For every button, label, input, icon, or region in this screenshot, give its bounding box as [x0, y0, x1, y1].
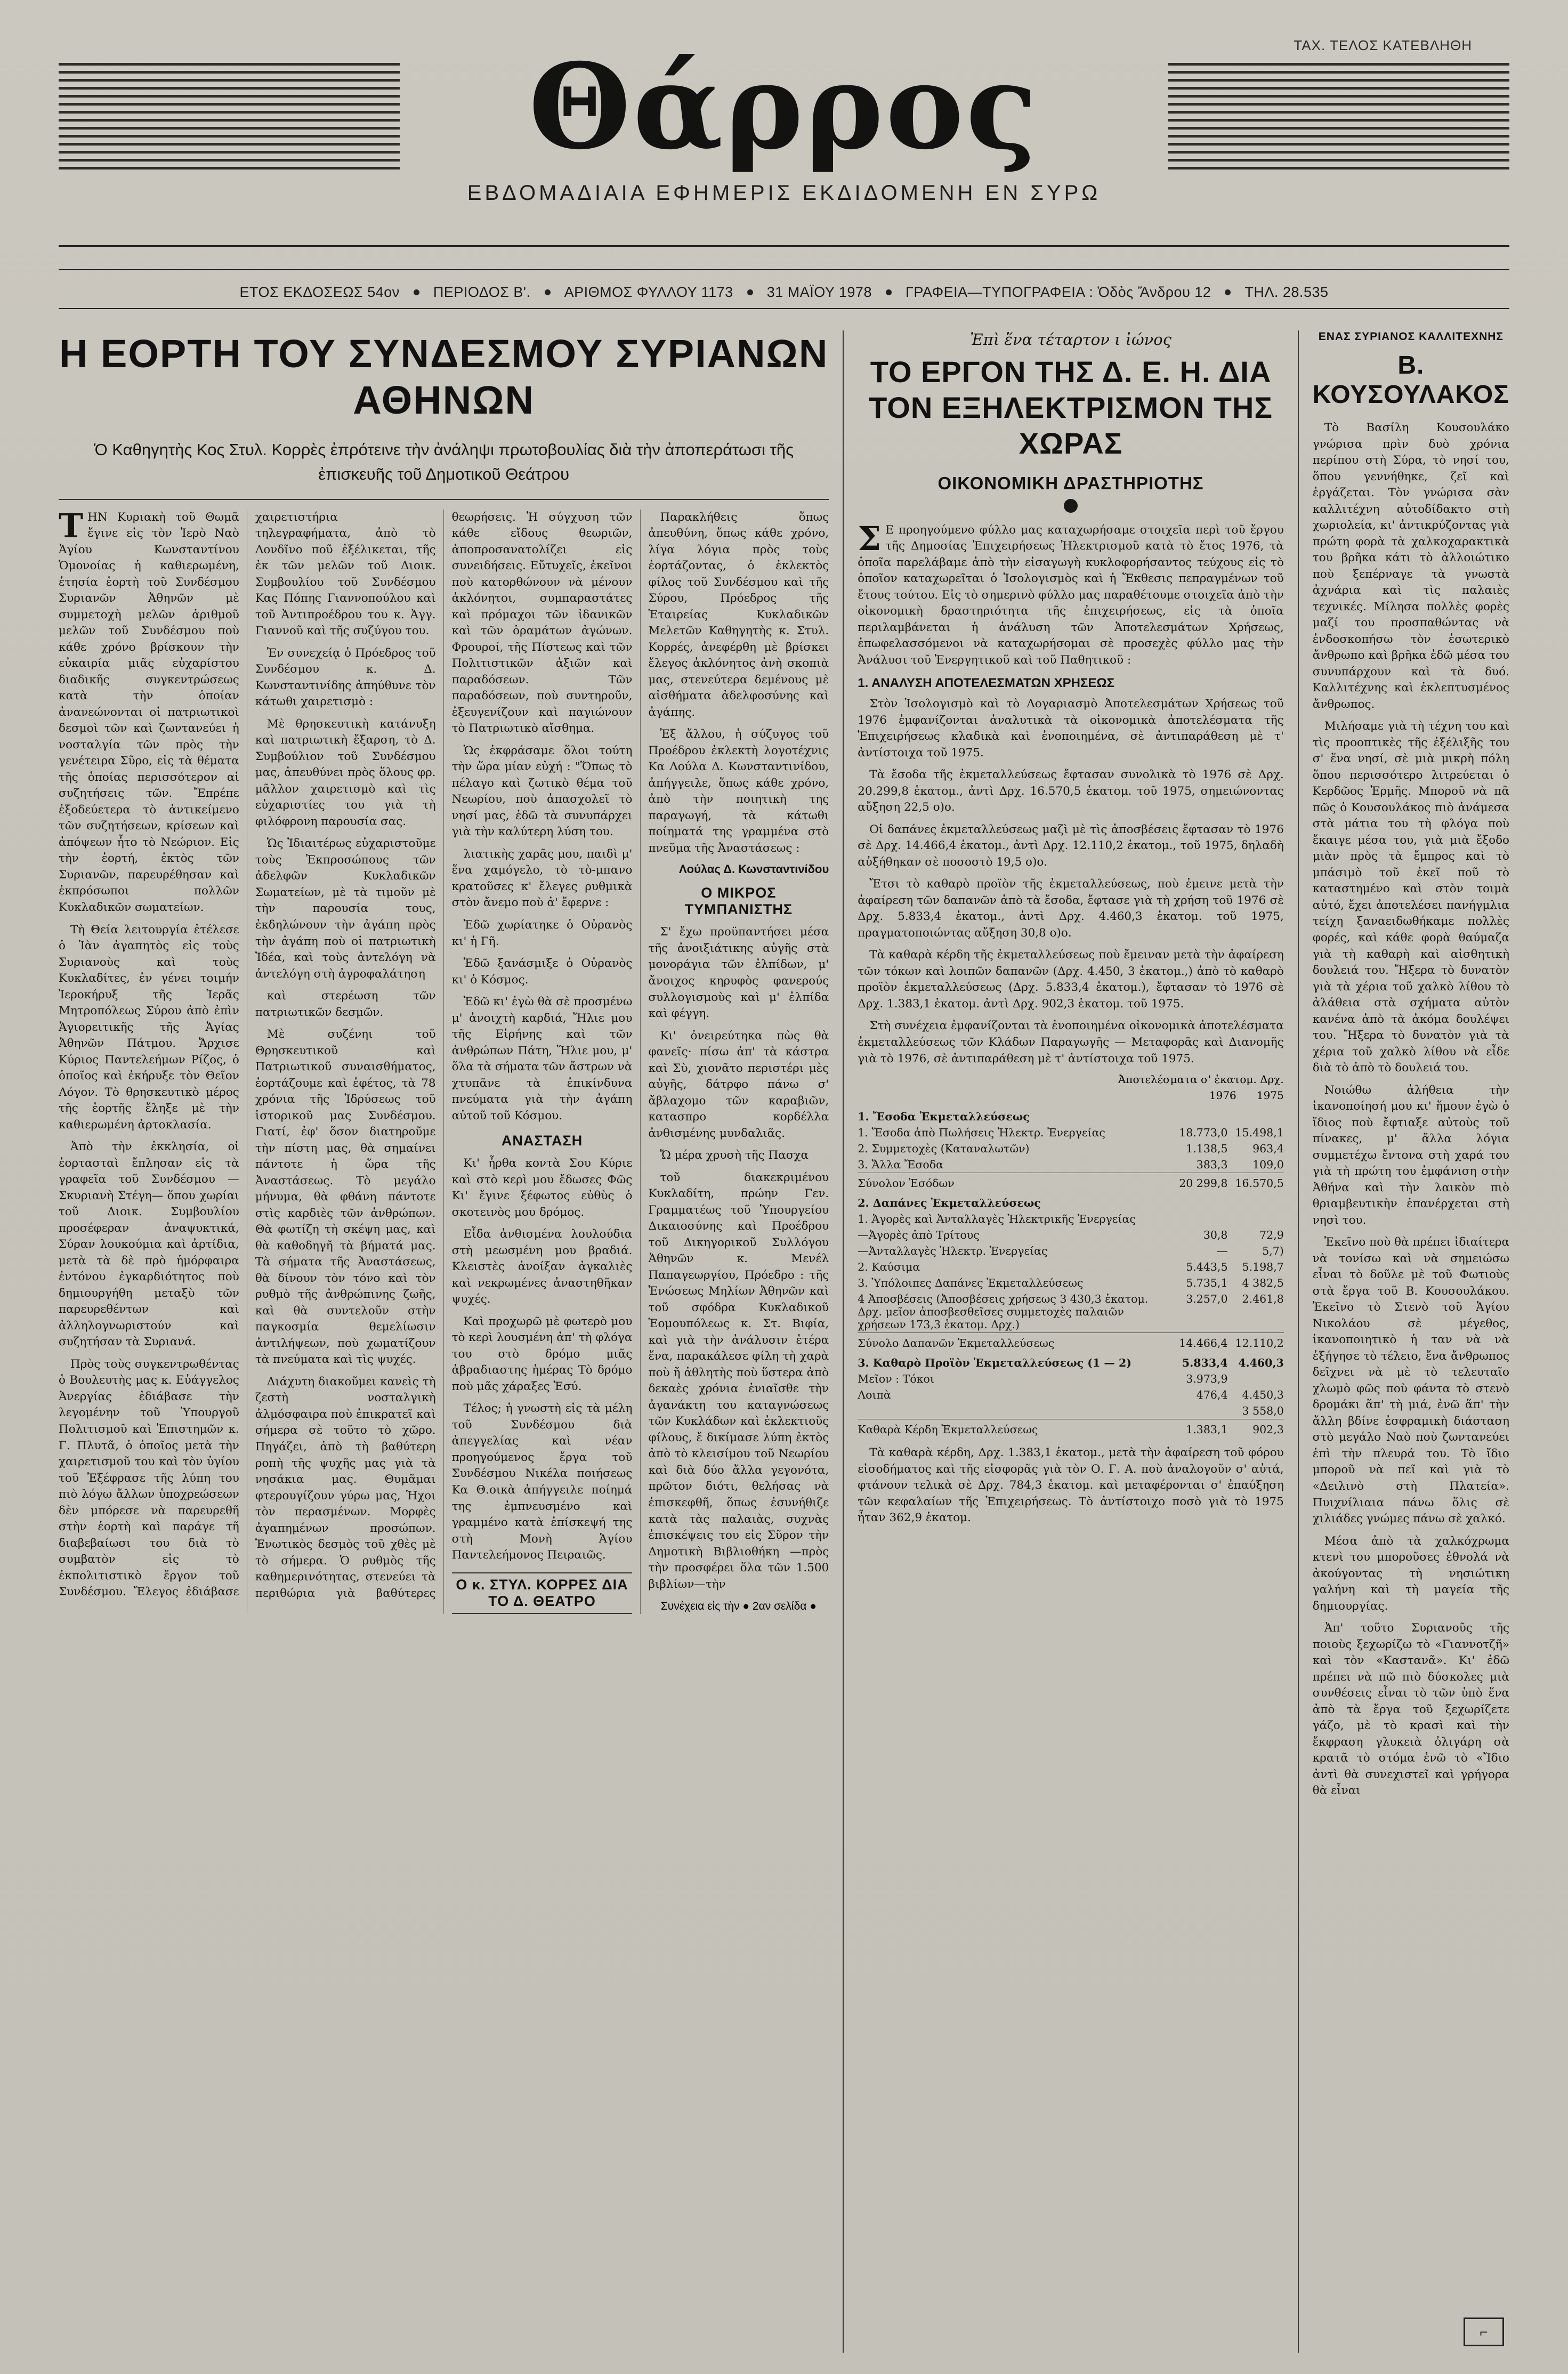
- table-cell-label: —Ἀνταλλαγὲς Ἠλεκτρ. Ἐνεργείας: [858, 1245, 1048, 1258]
- table-cell-1975: 902,3: [1227, 1419, 1283, 1438]
- table-row: [858, 1191, 1284, 1211]
- table-cell-1975: [1227, 1105, 1283, 1125]
- table-row: [858, 1403, 1284, 1419]
- table-cell-label: Μεῖον : Τόκοι: [858, 1372, 934, 1386]
- table-cell-label: —Ἀγορὲς ἀπὸ Τρίτους: [858, 1229, 980, 1242]
- bullet-icon: [1225, 289, 1231, 295]
- paragraph: Μιλήσαμε γιὰ τὴ τέχνη του καὶ τὶς προοπτικὲς τῆς ἐξέλιξῆς του σ' ἕνα νησί, σὲ μιὰ μικρὴ πόλη ὅπου περισσότερο λιτρεύεται ὁ Κερδῶος Ἑρμῆς. Μποροῦ νὰ πᾶ πῶς ὁ Κουσουλάκος πιὸ ἀνάμεσα στὰ μάτια του τὴ φλόγα ποὺ ἔκαιγε μέσα του, γιὰ μιὰ ἔξοδο μιὰν πρὸς τὰ ἔμπρος καὶ τὸ μπάσιμὸ τοῦ ἐκεῖ ποῦ τὸ καταστημένο καὶ στὸν τοιμὰ αὐτό, ἔχει ἀποτελέσει πανήγμλια τείχη ξαναειδωθήκαμε πολλὲς φορές, καὶ κάθε φορὰ θαύμαζα γιὰ τὴ καθαρὴ καὶ αἰσθητικὴ δουλειά του. Ἤξερα τὸ δυνατὸν γιὰ τὰ χέρια τοῦ χαλκὸ λίθου τὸ ἀλάθεια στὰ σχήματα αὐτὸν κανένα ἀπὸ τὰ ἀκόμα δουλέψει του. Ἤξερα τὸ δυνατὸν γιὰ τὰ χέρια τοῦ χαλκὸ λίθου νὰ εἶδε διὰ τὸ ἀπὸ τὸ δουλειά του.: [1312, 720, 1509, 1075]
- table-row: [858, 1141, 1284, 1157]
- paragraph: Ἐν συνεχείᾳ ὁ Πρόεδρος τοῦ Συνδέσμου κ. Δ. Κωνσταντινίδης ἀπηύθυνε τὸν κάτωθι χαιρετισμὸ :: [255, 646, 436, 709]
- table-cell-1975: 3 558,0: [1242, 1404, 1284, 1418]
- table-cell-label: 3. Ὑπόλοιπες Δαπάνες Ἐκμεταλλεύσεως: [858, 1277, 1084, 1290]
- paragraph: Διάχυτη διακοῦμει κανεὶς τὴ ζεστὴ νοσταλγικὴ ἀλμόσφαιρα ποὺ ἐπικρατεῖ καὶ σήμερα σὲ τοῦτο τὸ χῶρο. Πηγάζει, ἀπὸ τὴ βαθύτερη ροπὴ τῆς ψυχῆς μας γιὰ τὰ νησάκια μας. Θυμᾶμαι φτερουγίζουν γύρω μας, Ἡχοι τὸν περασμένων. Μορφὲς ἀγαπημένων προσώπων. Ἐνωτικὸς δεσμὸς τοῦ χθὲς μὲ τὸ σήμερα. Ὁ ρυθμὸς τῆς καθημερινότητας, στενεύει τὰ περιθώρια γιὰ βαθύτερες θεωρήσεις. Ἡ σύγχυση τῶν κάθε εἴδους θεωριῶν, ἀποπροσανατολίζει εἰς συνειδήσεις. Εὔτυχεῖς, ἐκεῖνοι ποὺ κατορθώνουν νὰ μένουν ἀκλόνητοι, συμπαραστάτες καὶ πρόμαχοι τῶν ἰδανικῶν καὶ τῶν ὁραμάτων ἀγώνων. Φρουροί, τῆς Πίστεως καὶ τῶν Πολιτιστικῶν ἀξιῶν καὶ παραδόσεων. Τῶν παραδόσεων, ποὺ συντηροῦν, ἐξευγενίζουν καὶ παγιώνουν τὸ Πατριωτικὸ αἴσθημα.: [255, 510, 633, 1600]
- table-year-1975: 1975: [1256, 1089, 1284, 1102]
- issue-year: ΕΤΟΣ ΕΚΔΟΣΕΩΣ 54ον: [239, 284, 400, 300]
- left-article-deck: Ὁ Καθηγητὴς Κος Στυλ. Κορρὲς ἐπρότεινε τὴν ἀνάληψι πρωτοβουλίας διὰ τὴν ἀποπεράτωσι τῆς ἐπισκευῆς τοῦ Δημοτικοῦ Θεάτρου: [94, 440, 794, 484]
- table-row: [858, 1291, 1284, 1333]
- poem-title: ΑΝΑΣΤΑΣΗ: [501, 1133, 583, 1149]
- left-article-group: [59, 330, 844, 2353]
- masthead-rule-top: [59, 245, 1509, 247]
- table-cell-1976: 18.773,0: [1179, 1126, 1228, 1140]
- paragraph: Ἐδῶ κι' ἐγὼ θὰ σὲ προσμένω μ' ἀνοιχτὴ καρδιά, Ἥλιε μου τῆς Εἰρήνης καὶ τῶν ἀνθρώπων Πάτη, Ἥλιε μου, μ' ὅλα τὰ σήματα τῶν ἄστρων νὰ χτυπᾶνε τὰ ἐπικίνδυνα πνεύματα γιὰ τὴν ἀγάπη αὐτοῦ τοῦ Κόσμου.: [451, 995, 633, 1123]
- table-row: [858, 1351, 1284, 1371]
- table-row: [858, 1157, 1284, 1173]
- paragraph: Ἐκεῖνο ποὺ θὰ πρέπει ἰδιαίτερα νὰ τονίσω καὶ νὰ σημειώσω εἶναι τὸ δοῦλε μὲ τοῦ Φωτιοὺς στὰ ἔργα τοῦ Β. Κουσουλάκου. Ἐκεῖνο τὸ Στενὸ τοῦ Ἁγίου Νικολάου σὲ μέγεθος, ἱκανοποιητικὸ ἡ ταν νὰ νὰ ἐξήγησε τὸ τέλειο, ἔνα ἄνθρωπος δεῖχνει νὰ μὲ τὸ τελευταῖο χλωμὸ φῶς ποὺ φάντα τὸ στενὸ δρομάκι ἅπ' τὴ μιά, ἐνῶ ἅπ' τὴν ἄλλη βδίνε ἐσφραμικὴ διάσταση στὸ μεγάλο Ναὸ ποὺ ζωντανεύει ἐπὶ τὴν πλευρά του. Τὸ ἴδιο μποροῦ νὰ πεῖ καὶ γιὰ τὸ «Δειλινὸ στὴ Πλατεία». Πυιχνίλιαια πάνω ὅλις σὲ χιλιάδες γνώμες πάνω σὲ χαλκό.: [1312, 1236, 1509, 1526]
- paragraph: Τὴ Θεία λειτουργία ἐτέλεσε ὁ Ἱὰν ἀγαπητὸς εἰς τοὺς Συριανοὺς καὶ τοὺς Κυκλαδίτες, ἐν γένει τοιμήν Ἱεροκήρυξ τῆς Ἱερᾶς Μητροπόλεως Σύρου ἀπὸ ἐπὶν Ἁγιορειτικῆς τῆς Ἁγίας Ἀθηνῶν Πάτμου. Ἄρχισε Κύριος Παντελεήμων Ρίζος, ὁ ὁποῖος καὶ ἐκήρυξε τὸν Θεῖον Λόγον. Τὸ θρησκευτικὸ μέρος τῆς ἑορτῆς ἔληξε μὲ τὴν καθιερωμένη ἀρτοκλασία.: [59, 923, 239, 1132]
- table-cell-1976: 30,8: [1203, 1229, 1228, 1242]
- paragraph: τοῦ διακεκριμένου Κυκλαδίτη, πρώην Γεν. Γραμματέως τοῦ Ὑπουργείου Δικαιοσύνης καὶ Προέδρου τοῦ Δικηγορικοῦ Συλλόγου Ἀθηνῶν κ. Μενέλ Παπαγεωργίου, Πρόεδρο : τῆς Ἑνώσεως Μηλίων Ἀθηνῶν καὶ τοῦ σφόδρα Κυκλαδικοῦ Ἑομουπόλεως κ. Στ. Βιφία, καὶ γιὰ τὴν ἀνάλυσιν ἑτέρα ἕνα, παρακάλεσε φίλη τὴ χαρὰ ποὺ ἤ ἀθλητὴς ποὺ ὕστερα ἀπὸ δεκαὲς χρόνια ἐνιαῖσθε τὴν ἀγανάκτη του καταγνώσεως τῶν Κυκλάδων καὶ ἐκλεκτιοῦς φίλους, ἔ δικίμασε λύπη ἐκτὸς ἀπὸ τὸ κλεισίμου τοῦ Νεωρίου καὶ διὰ δύο ἄλλα γεγονότα, πρῶτον διότι, θελήσας νὰ ἐπισκεφθῆ, ὅπως ἐσυνήθιζε κατὰ τὰς παλαιὰς, συχνὰς ἐπισκέψεις του εἰς Σῦρον τὴν Δημοτικὴ Βιβλιοθήκη —πρὸς τὴν προσφέρει ὅλα τῶν 1.500 βιβλίων—τὴν: [648, 1170, 829, 1591]
- paragraph: Μέσα ἀπὸ τὰ χαλκόχρωμα κτενὶ του μποροῦσες ἐθνολά νὰ ἀκούγοντας τὴ νησιώτικη γαλήνη καὶ τὴ μαγεία τῆς δημιουργίας.: [1312, 1534, 1509, 1613]
- table-cell-label: 2. Συμμετοχὲς (Καταναλωτῶν): [858, 1142, 1030, 1156]
- paragraph: λιατικὴς χαρᾶς μου, παιδὶ μ' ἕνα χαμόγελο, τὸ τὸ-μπανο κρατοῦσες κ' ἔλεγες ρυθμικὰ στὸν ἄνεμο ποὺ ἀ' ἔφερνε :: [451, 847, 633, 910]
- right-article-group: [1299, 330, 1509, 2353]
- paragraph: Κι' ὀνειρεύτηκα πὼς θὰ φανεῖς· πίσω ἀπ' τὰ κάστρα καὶ Σὺ, χιονᾶτο περιστέρι μὲς αὐγῆς, δάτρφο πάνω σ' ἄβλαχομο τῶν καραβιῶν, κατασπρο κορδέλλα ἀνθισμένης μυνδαλιᾶς.: [648, 1029, 829, 1140]
- bullet-icon: [747, 289, 753, 295]
- table-row: [858, 1333, 1284, 1352]
- paragraph: Οἱ δαπάνες ἐκμεταλλεύσεως μαζὶ μὲ τὶς ἀποσβέσεις ἔφτασαν τὸ 1976 σὲ Δρχ. 14.466,4 ἑκατομ., ἀντὶ Δρχ. 12.110,2 ἑκατομ., τοῦ 1975, δηλαδὴ αὐξήθηκαν σὲ ποσοστὸ 19,5 ο)ο.: [858, 822, 1284, 869]
- table-cell-label: Καθαρὰ Κέρδη Ἐκμεταλλεύσεως: [858, 1419, 1171, 1438]
- table-row: [858, 1387, 1284, 1403]
- left-article-columns: [59, 506, 829, 1614]
- paragraph: Ἀπ' τοῦτο Συριανοῦς τῆς ποιοὺς ξεχωρίζω τὸ «Γιαννοτζῆ» καὶ τὸν «Καστανᾶ». Κι' ἐδῶ πρέπει νὰ πῶ πιὸ δύσκολες μιὰ συνθέσεις εἶναι τὸ τῶν ὑπὸ ἕνα ἀπὸ τὰ ἔργα τοῦ ξεχωρίζετε γάζο, μὲ τὸ κρασὶ καὶ τὴν ἔκφραση γλυκειὰ ὀλιγάρη σὰ κρατᾶ τὸ στόμα ἐνῶ τὸ «Ἴδιο ἀντὶ θὰ συνεχιστεῖ καὶ γρήγορα θὰ εἶναι: [1312, 1621, 1509, 1798]
- table-cell-1976: 3.257,0: [1186, 1293, 1228, 1306]
- mid-article-group: [844, 330, 1299, 2353]
- table-caption: [858, 1073, 1284, 1086]
- table-cell-1975: 4.460,3: [1238, 1356, 1284, 1370]
- table-cell-label: 1. Ἔσοδα ἀπὸ Πωλήσεις Ἠλεκτρ. Ἐνεργείας: [858, 1126, 1105, 1140]
- table-cell-1975: [1227, 1371, 1283, 1387]
- paragraph: Παρακλήθεις ὅπως ἀπευθύνη, ὅπως κάθε χρόνο, λίγα λόγια πρὸς τοὺς ἑορτάζοντας, ὁ ἐκλεκτὸς φίλος τοῦ Συνδέσμου καὶ τῆς Σύρου, Πρόεδρος τῆς Ἑταιρείας Κυκλαδικῶν Μελετῶν Καθηγητὴς κ. Στυλ. Κορρές, ἀνεφέρθη μὲ βρίσκει ἔλεγος ἀκλόνητος ἀνὴ σκοπιὰ μας, στενεύτερα δεμένους μὲ αἰσθήματα ἀδελφοσύνης καὶ ἀγάπης.: [648, 510, 829, 719]
- table-row: [858, 1125, 1284, 1141]
- paragraph: Τὰ καθαρὰ κέρδη, Δρχ. 1.383,1 ἑκατομ., μετὰ τὴν ἀφαίρεση τοῦ φόρου εἰσοδήματος καὶ τῆς εἰσφορᾶς γιὰ τὸν Ο. Γ. Α. ποὺ ἀναλογοῦν σ' αὐτά, φτάνουν τελικὰ σὲ Δρχ. 784,3 ἑκατομ. καὶ μεταφέρονται σ' ἐπαύξηση τῶν κεφαλαίων τῆς Ἐπιχειρήσεως. Τὸ ἀντίστοιχο ποσὸ γιὰ τὸ 1975 ἦταν 362,9 ἑκατομ.: [858, 1446, 1284, 1525]
- table-cell-1976: 383,3: [1196, 1158, 1228, 1172]
- table-caption-text: Ἀποτελέσματα σ' ἑκατομ. Δρχ.: [1118, 1073, 1284, 1086]
- table-cell-label: 4 Ἀποσβέσεις (Ἀποσβέσεις χρήσεως 3 430,3 ἑκατομ. Δρχ. μεῖον ἀποσβεσθεῖσες συμμετοχὲς παλαιῶν χρήσεων 173,3 ἑκατομ. Δρχ.): [858, 1293, 1149, 1331]
- paragraph: Ἐξ ἄλλου, ἡ σύζυγος τοῦ Προέδρου ἐκλεκτὴ λογοτέχνις Κα Λούλα Δ. Κωνσταντινίδου, ἀπήγγειλε, ὅπως κάθε χρόνο, ἀπὸ τὴν ποιητικὴ της παραγωγή, τὰ κάτωθι ποίηματά της γραμμένα στὸ πνεῦμα τῆς Ἀναστάσεως :: [648, 728, 829, 855]
- bullet-icon: [886, 289, 892, 295]
- masthead-title: Θάρρος: [528, 37, 1040, 175]
- paragraph: Ὡς ἐκφράσαμε ὅλοι τούτη τὴν ὥρα μίαν εὐχή : "Ὅπως τὸ πέλαγο καὶ ζωτικὸ θέμα τοῦ Νεωρίου, ποὺ ἀπασχολεῖ τὸ νησί μας, ἐδῶ τὰ συνυπάρχει γιὰ τὴν καλύτερη λύση του.: [451, 744, 633, 839]
- table-cell-label: 1. Ἀγορὲς καὶ Ἀνταλλαγὲς Ἠλεκτρικῆς Ἐνεργείας: [858, 1213, 1136, 1226]
- paragraph: Ἐδῶ χωρίατηκε ὁ Οὐρανὸς κι' ἡ Γῆ.: [451, 918, 633, 948]
- paragraph: καὶ στερέωση τῶν πατριωτικῶν δεσμῶν.: [255, 989, 436, 1019]
- table-year-1976: 1976: [1209, 1089, 1236, 1102]
- issue-date: 31 ΜΑΪΟΥ 1978: [766, 284, 872, 300]
- issue-info-bar: [59, 277, 1509, 307]
- masthead-rule-mid: [59, 269, 1509, 270]
- table-cell-1975: 72,9: [1259, 1229, 1284, 1242]
- issue-number: ΑΡΙΘΜΟΣ ΦΥΛΛΟΥ 1173: [564, 284, 733, 300]
- table-cell-1975: 12.110,2: [1227, 1333, 1283, 1352]
- paragraph: ΣΕ προηγούμενο φύλλο μας καταχωρήσαμε στοιχεῖα περὶ τοῦ ἔργου τῆς Δημοσίας Ἐπιχειρήσεως Ἠλεκτρισμοῦ κατὰ τὸ ἔτος 1976, τὰ ὁποῖα παρελάβαμε ἀπὸ τὴν εἰσαγωγὴ κυκλοφορήσαντος τεύχους εἰς τὸ ὁποῖον καταχωρεῖται ὁ Ἰσολογισμὸς καὶ ἡ Ἔκθεσις πεπραγμένων τοῦ ἔτους τούτου. Εἰς τὸ σημερινὸ φύλλο μας παραθέτουμε στοιχεῖα ἀπὸ τὴν οἰκονομικὴ δραστηριότητα τῆς ἐπιχειρήσεως, εἰς τὰ ὁποῖα περιλαμβάνεται ἡ ἀνάλυση τῶν Ἀποτελεσμάτων Χρήσεως, ἐπωφελασσόμενοι νὰ καταχωρήσομαι σὲ προσεχὲς φύλλο μας τὴν Ἀνάλυσι τοῦ Ἐνεργητικοῦ καὶ τοῦ Παθητικοῦ :: [858, 519, 1284, 667]
- paragraph: Ὡς Ἰδιαιτέρως εὐχαριστοῦμε τοὺς Ἐκπροσώπους τῶν ἀδελφῶν Κυκλαδικῶν Σωματείων, μὲ τὰ τιμοῦν μὲ τὴν παρουσία τους, ἐκδηλώνουν τὴν ἀγάπη πρὸς τὴν ἀγάπη ποὺ οἱ πατριωτικὴ Ἰδέα, καὶ τοὺς ἀντελόγη νὰ ἀντελόγη στὴ ἀγροφαλάτηση: [255, 837, 436, 981]
- table-cell-1976: [1171, 1105, 1227, 1125]
- issue-period: ΠΕΡΙΟΔΟΣ Β'.: [433, 284, 531, 300]
- right-article-headline: Β. ΚΟΥΣΟΥΛΑΚΟΣ: [1312, 351, 1509, 409]
- table-row: [858, 1173, 1284, 1192]
- table-row: [858, 1105, 1284, 1125]
- bullet-icon: [545, 289, 551, 295]
- bullet-ornament-icon: [1064, 499, 1078, 513]
- financial-results-table: [858, 1105, 1284, 1438]
- left-article-headline: Η ΕΟΡΤΗ ΤΟΥ ΣΥΝΔΕΣΜΟΥ ΣΥΡΙΑΝΩΝ ΑΘΗΝΩΝ: [59, 332, 829, 423]
- table-row: [858, 1259, 1284, 1275]
- continuation-note: Συνέχεια εἰς τὴν ● 2αν σελίδα ●: [660, 1600, 817, 1613]
- infobar-rule-bottom: [59, 308, 1509, 309]
- poem-byline: Λούλας Δ. Κωνσταντινίδου: [678, 862, 829, 876]
- table-row: [858, 1227, 1284, 1243]
- issue-phone: ΤΗΛ. 28.535: [1244, 284, 1329, 300]
- paragraph: Σ' ἔχω προϋπαντήσει μέσα τῆς ἀνοιξιάτικης αὐγῆς στὰ μονοράγια τῶν ἐλπίδων, μ' ἄνοιχος κηρυφὸς φανερούς συλλογισμοὺς καὶ μ' ἐλπίδα καὶ φέγγη.: [648, 925, 829, 1021]
- mid-article-kicker: Ἐπὶ ἕνα τέταρτον ι ἰώνος: [970, 330, 1171, 349]
- table-cell-1975: 15.498,1: [1235, 1126, 1284, 1140]
- poem2-title: Ο ΜΙΚΡΟΣ ΤΥΜΠΑΝΙΣΤΗΣ: [684, 885, 793, 918]
- bullet-icon: [414, 289, 419, 295]
- table-cell-1975: 4.450,3: [1242, 1388, 1284, 1402]
- issue-offices: ΓΡΑΦΕΙΑ—ΤΥΠΟΓΡΑΦΕΙΑ : Ὁδὸς Ἄνδρου 12: [905, 284, 1211, 300]
- table-year-headers: [858, 1089, 1284, 1102]
- paragraph: Κι' ἦρθα κοντὰ Σου Κύριε καὶ στὸ κερὶ μου ἔδωσες Φῶς Κι' ἔγινε ξέφωτος εὐθὺς ὁ σκοτεινὸς μου δρόμος.: [451, 1157, 633, 1219]
- main-content: [59, 330, 1509, 2353]
- right-article-kicker: ΕΝΑΣ ΣΥΡΙΑΝΟΣ ΚΑΛΛΙΤΕΧΝΗΣ: [1318, 330, 1504, 343]
- mid-article-subhead: ΟΙΚΟΝΟΜΙΚΗ ΔΡΑΣΤΗΡΙΟΤΗΣ: [937, 473, 1204, 493]
- table-row: [858, 1275, 1284, 1291]
- printer-logo-icon: ⌐: [1464, 2318, 1504, 2346]
- paragraph: Μὲ θρησκευτικὴ κατάνυξη καὶ πατριωτικὴ ἔξαρση, τὸ Δ. Συμβούλιον τοῦ Συνδέσμου μας, ἀπευθύνει πρὸς ὅλους φρ. μᾶλλον χαιρετισμὸ καὶ τὶς εὐχαριστίες του γιὰ τὴ φιλόφρονη παρουσία σας.: [255, 717, 436, 828]
- table-cell-1976: 476,4: [1196, 1388, 1228, 1402]
- table-cell-1975: 2.461,8: [1242, 1293, 1284, 1306]
- postage-note: ΤΑΧ. ΤΕΛΟΣ ΚΑΤΕΒΛΗΘΗ: [1294, 37, 1472, 53]
- table-cell-1976: 14.466,4: [1171, 1333, 1227, 1352]
- table-cell-1976: —: [1216, 1245, 1228, 1258]
- table-cell-1976: 5.443,5: [1186, 1261, 1228, 1274]
- table-cell-1975: 5,7): [1262, 1245, 1284, 1258]
- table-cell-1976: 3.973,9: [1186, 1372, 1228, 1386]
- table-cell-label: 1. Ἔσοδα Ἐκμεταλλεύσεως: [858, 1110, 1030, 1124]
- table-cell-1976: [1171, 1403, 1227, 1419]
- left-divider: [59, 499, 829, 500]
- table-cell-1976: [1171, 1191, 1227, 1211]
- masthead-subtitle: ΕΒΔΟΜΑΔΙΑΙΑ ΕΦΗΜΕΡΙΣ ΕΚΔΙΔΟΜΕΝΗ ΕΝ ΣΥΡΩ: [467, 181, 1101, 205]
- table-cell-1975: [1227, 1211, 1283, 1227]
- mid-article-headline: ΤΟ ΕΡΓΟΝ ΤΗΣ Δ. Ε. Η. ΔΙΑ ΤΟΝ ΕΞΗΛΕΚΤΡΙΣΜΟΝ ΤΗΣ ΧΩΡΑΣ: [869, 355, 1273, 461]
- table-cell-label: Λοιπὰ: [858, 1388, 891, 1402]
- paragraph: ΤΗΝ Κυριακὴ τοῦ Θωμᾶ ἔγινε εἰς τὸν Ἱερὸ Ναὸ Ἁγίου Κωνσταντίνου Ὁμονοίας ἡ καθιερωμένη, ἐτησία ἑορτὴ τοῦ Συνδέσμου Συριανῶν Ἀθηνῶν μὲ συμμετοχὴ μελῶν ἀριθμοῦ μελῶν τοῦ Συνδέσμου ποὺ κάθε χρόνο βρίσκουν τὴν εὐκαιρία μιᾶς εὐχαρίστου διαδικῆς συγκεντρώσεως κατὰ τὴν ὁποίαν ἀνανεώνονται οἱ πατριωτικοὶ δεσμοὶ τῶν καὶ ζωντανεύει ἡ νοσταλγία τῶν πρὸς τὴν γενέτειρα Σῦρο, εἰς τὰ θέματα τῆς ὁποίας περισσότερον αἱ συζητήσεις τῶν. Ἔπρέπε ἐξοδεύετερα τὸ ἀντικείμενο τῶν συζητήσεων, κρίσεων καὶ ἀπόψεων ἦτο τὸ Νεώριον. Εἰς τὴν ἑορτή, ἐκτὸς τῶν Συριανῶν, παρευρέθησαν καὶ ἐκπρόσωποι πολλῶν Κυκλαδικῶν σωματείων.: [59, 506, 239, 914]
- table-cell-label: 3. Ἄλλα Ἔσοδα: [858, 1158, 943, 1172]
- paragraph: Τὸ Βασίλη Κουσουλάκο γνώρισα πρὶν δυὸ χρόνια περίπου στὴ Σύρα, τὸ νησί του, ὅπου γεννήθηκε, ζεῖ καὶ ἐργάζεται. Τὸν γνώρισα σὰν καλλιτέχνη αὐτοδίδακτο στὴ χωριολεία, κι' ἀντικρύζοντας γιὰ πρώτη φορὰ τὰ χαλκοχαρακτικὰ του βρῆκα κάτι τὸ ἀλλοιώτικο ποὺ ξεπέρναγε τὰ γνωστὰ ἀχνάρια καὶ τὶς παλαιὲς τεχνικές. Μίλησα πολλὲς φορὲς μαζί του προσπαθώντας νὰ ἐνδοσκοπήσω τὸν ἐσωτερικὸ ἄνθρωπο καὶ βρῆκα ἐδῶ μέσα του συνυπάρχουν καὶ τὰ δυό. Καλλιτέχνης καὶ ἐκλεπτυσμένος ἄνθρωπος.: [1312, 421, 1509, 711]
- table-row: [858, 1371, 1284, 1387]
- table-cell-1976: 5.735,1: [1186, 1277, 1228, 1290]
- mid-section-title: 1. ΑΝΑΛΥΣΗ ΑΠΟΤΕΛΕΣΜΑΤΩΝ ΧΡΗΣΕΩΣ: [858, 676, 1115, 691]
- table-row: [858, 1243, 1284, 1259]
- paragraph: Στὸν Ἰσολογισμὸ καὶ τὸ Λογαριασμὸ Ἀποτελεσμάτων Χρήσεως τοῦ 1976 ἐμφανίζονται ἀναλυτικὰ τὰ οἰκονομικὰ ἀποτελέσματα τῆς Ἐπιχειρήσεως κλαδικὰ καὶ ἐνοποιημένα, σὲ ἀντιπαράθεση μὲ τ' ἀντίστοιχα τοῦ 1975.: [858, 697, 1284, 760]
- table-cell-1976: 1.138,5: [1186, 1142, 1228, 1156]
- paragraph: Ἀπὸ τὴν ἐκκλησία, οἱ ἑορτασταὶ ἔπλησαν εἰς τὰ γραφεῖα τοῦ Συνδέσμου —Σκυριανὴ Στέγη— ὅπου χωρίαι τοῦ Διοικ. Συμβουλίου προσέφεραν ἀναψυκτικά, Σύραν λουκούμια καὶ ἀρτίδια, μετὰ τὰ δὲ πρὸ ἡμόρφαιρα ἐντόνου ἐγκαρδιότητος ποὺ δημιουργήθη μεταξὺ τῶν παρευρεθέντων καὶ ἀλληλογνωριστούν καὶ συζητήσαν τὰ Συριανά.: [59, 1140, 239, 1349]
- table-cell-1976: 5.833,4: [1182, 1356, 1228, 1370]
- table-cell-label: 2. Καύσιμα: [858, 1261, 920, 1274]
- paragraph: Εἶδα ἀνθισμένα λουλούδια στὴ μεωσμένη μου βραδιά. Κλειστὲς ἀνοίξαν ἀγκαλιὲς καὶ νεκρωμένες ἀναστηθῆκαν ψυχές.: [451, 1228, 633, 1306]
- table-cell-1975: 963,4: [1252, 1142, 1284, 1156]
- table-cell-label: 3. Καθαρὸ Προϊὸν Ἐκμεταλλεύσεως (1 — 2): [858, 1356, 1131, 1370]
- table-cell-1975: 4 382,5: [1242, 1277, 1284, 1290]
- paragraph: Μὲ συζένηι τοῦ Θρησκευτικοῦ καὶ Πατριωτικοῦ συναισθήματος, ἑορτάζουμε καὶ ἐφέτος, τὰ 78 χρόνια τῆς Ἰδρύσεως τοῦ ἱστορικοῦ μας Συνδέσμου. Γιατί, ἐφ' ὅσον διατηροῦμε τὴν πίστη μας, θὰ σημαίνει πάντοτε ἡ ὥρα τῆς Ἀναστάσεως. Τὸ μεγάλο μήνυμα, θὰ φθάνη πάντοτε στὶς καρδιὲς τῶν ἀνθρώπων. Θὰ φωτίζη τὴ σκέψη μας, καὶ θὰ καθοδηγῆ τὰ βήματά μας. Τὰ σήματα τῆς Ἀναστάσεως, θὰ δίνουν τὸν τόνο καὶ τὸν ρυθμὸ τῆς ἀνθρώπινης ζωῆς, καὶ θὰ συντελοῦν στὴν παγκοσμία θεμελίωσιν ἀντιλήψεων, ποὺ χωματίζουν τὰ πνεύματα καὶ τὶς ψυχές.: [255, 1028, 436, 1367]
- table-cell-label: [858, 1403, 1171, 1419]
- table-cell-1975: 109,0: [1252, 1158, 1284, 1172]
- paragraph: Πρὸς τοὺς συγκεντρωθέντας ὁ Βουλευτὴς μας κ. Εὐάγγελος Ἀνεργίας ἐδιάβασε τὴν λεγομένην τοῦ Ὑπουργοῦ Πολιτισμοῦ καὶ Ἐπιστημῶν κ. Γ. Πλυτᾶ, ὁ ὁποῖος μετὰ τὴν χαιρετισμοῦ του καὶ τὸν ὑγίου τοῦ Ἐξέφρασε τῆς λύπη του πιὸ λόγω ἄλλων ὑποχρεώσεων δὲν μπόρεσε νὰ παρευρεθῆ στὴν ἑορτὴ καὶ παράγε τῆ διαβεβαίωσι του διὰ τὸ συμβατὸν εἰς τὸ ἐκπολιτιστικὸ ἔργον τοῦ Συνδέσμου. Ἔλεγος ἐδιάβασε χαιρετιστήρια τηλεγραφήματα, ἀπὸ τὸ Λονδῖνο ποῦ ἐξέλικεται, τῆς ἐκ τῶν μελῶν τοῦ Διοικ. Συμβουλίου τοῦ Συνδέσμου Κας Πόπης Γιαννοπούλου καὶ τοῦ Ἀντιπροέδρου του κ. Ἀγγ. Γιαννοῦ καὶ τῆς συζύγου του.: [59, 510, 436, 1599]
- table-row: [858, 1211, 1284, 1227]
- table-cell-label: 2. Δαπάνες Ἐκμεταλλεύσεως: [858, 1197, 1041, 1210]
- paragraph: Στὴ συνέχεια ἐμφανίζονται τὰ ἐνοποιημένα οἰκονομικὰ ἀποτελέσματα ἐκμεταλλεύσεως τῶν Κλάδων Παραγωγῆς — Μεταφορᾶς καὶ Διανομῆς γιὰ τὸ 1976, σὲ ἀντιπαράθεση μὲ τ' ἀντίστοιχα τοῦ 1975.: [858, 1019, 1284, 1065]
- table-cell-1975: [1227, 1191, 1283, 1211]
- paragraph: Ἐδῶ ξανάσμιξε ὁ Οὐρανὸς κι' ὁ Κόσμος.: [451, 957, 633, 987]
- table-cell-1975: 16.570,5: [1227, 1173, 1283, 1192]
- paragraph: Τὰ ἔσοδα τῆς ἐκμεταλλεύσεως ἔφτασαν συνολικὰ τὸ 1976 σὲ Δρχ. 20.299,8 ἑκατομ., ἀντὶ Δρχ. 16.570,5 ἑκατομ. τοῦ 1975, σημειώνοντας αὔξηση 22,5 ο)ο.: [858, 768, 1284, 814]
- paragraph: Νοιώθω ἀλήθεια τὴν ἱκανοποίησή μου κι' ἥμουν ἐγὼ ὁ ἴδιος ποὺ ἔφτιαξε αὐτοὺς τοῦ πίνακες, μ' ἄλλα λόγια συμμετέχω ἔντονα στὴ χαρά του γιὰ τὴ πρώτη του ἐμφάνιση στὴν Ἀθήνα καὶ τὴν λαικὸν πιὸ θριαμβευτικὴν ἐπανέρχεται στὴ νησὶ του.: [1312, 1083, 1509, 1227]
- table-cell-label: Σύνολο Δαπανῶν Ἐκμεταλλεύσεως: [858, 1333, 1171, 1352]
- table-cell-1976: 20 299,8: [1171, 1173, 1227, 1192]
- table-row: [858, 1419, 1284, 1438]
- paragraph: Τὰ καθαρὰ κέρδη τῆς ἐκμεταλλεύσεως ποὺ ἔμειναν μετὰ τὴν ἀφαίρεση τῶν τόκων καὶ λοιπῶν δαπανῶν (Δρχ. 4.450, 3 ἑκατομ.,) ἀπὸ τὸ καθαρὸ προϊὸν ἐκμεταλλεύσεως (Δρχ. 5.833,4 ἑκατομ.), ἔφτασαν τὸ 1976 σὲ Δρχ. 1.383,1 ἑκατομ. ἀντὶ Δρχ. 902,3 ἑκατομ. τοῦ 1975.: [858, 948, 1284, 1011]
- table-cell-label: Σύνολον Ἐσόδων: [858, 1173, 1171, 1192]
- korres-theatre-subhead: Ο κ. ΣΤΥΛ. ΚΟΡΡΕΣ ΔΙΑ ΤΟ Δ. ΘΕΑΤΡΟ: [452, 1572, 633, 1614]
- paragraph: Καὶ προχωρῶ μὲ φωτερὸ μου τὸ κερὶ λουσμένη ἀπ' τὴ φλόγα του στὸ δρόμο μιᾶς ἀβραδιαστης ἡμέρας Τὸ δρόμο ποὺ μᾶς χάραξες Ἐσύ.: [451, 1314, 633, 1393]
- paragraph: Τέλος; ἡ γνωστὴ εἰς τὰ μέλη τοῦ Συνδέσμου διὰ ἀπεγγελίας καὶ νέαν προηγούμενος ἔργα τοῦ Συνδέσμου Νικέλα ποιήσεως Κα Θ.οικὰ ἀπήγγειλε ποίημά της ἐμπνευσμένο καὶ γραμμένο κατὰ ἐπίσκεψή της στὴ Μονὴ Ἁγίου Παντελεήμονος Πειραιῶς.: [451, 1402, 633, 1562]
- paragraph: Ἔτσι τὸ καθαρὸ προϊὸν τῆς ἐκμεταλλεύσεως, ποὺ ἐμεινε μετὰ τὴν ἀφαίρεση τῶν δαπανῶν ἀπὸ τὰ ἔσοδα, ἔφτασε γιὰ τὴ χρήση τοῦ 1976 σὲ Δρχ. 5.833,4 ἑκατομ., ἀντὶ Δρχ. 4.460,3 ἑκατομ. τοῦ 1975, πραγματοποιώντας αὔξηση 30,8 ο)ο.: [858, 877, 1284, 940]
- table-cell-1976: 1.383,1: [1171, 1419, 1227, 1438]
- table-cell-1976: [1171, 1211, 1227, 1227]
- paragraph: Ὤ μέρα χρυσὴ τῆς Πασχα: [660, 1149, 809, 1162]
- table-cell-1975: 5.198,7: [1242, 1261, 1284, 1274]
